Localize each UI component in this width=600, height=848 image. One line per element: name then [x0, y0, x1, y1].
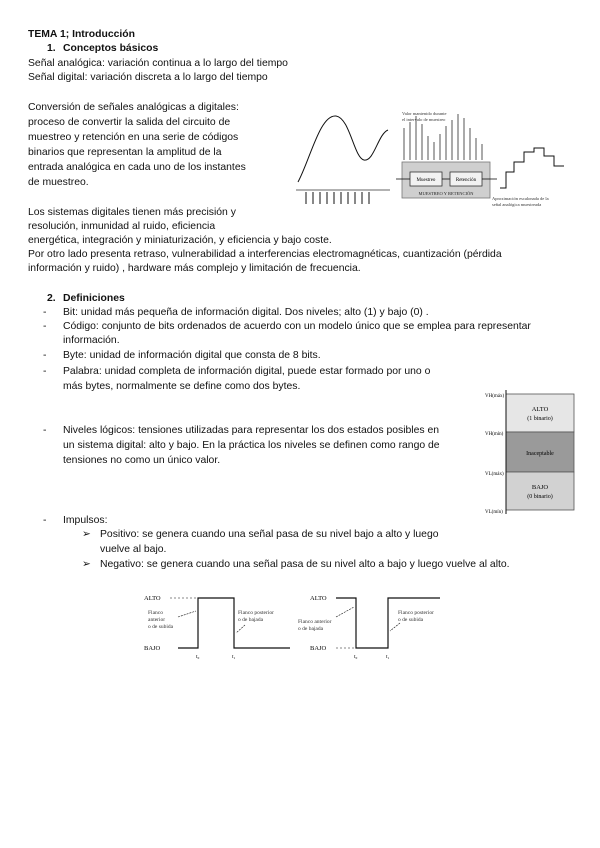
annotation-top-line: el intervalo de muestreo	[402, 117, 446, 122]
v-label: VH(máx)	[485, 394, 505, 399]
trailing-edge-label: o de subida	[398, 617, 424, 623]
conversion-line: muestreo y retención en una serie de códigos	[28, 132, 239, 143]
bajo-sub: (0 binario)	[527, 494, 553, 500]
def-codigo-line: información.	[63, 335, 120, 346]
bullet-dash: -	[43, 307, 47, 318]
conversion-line: entrada analógica en cada uno de los instantes	[28, 162, 246, 173]
v-label: VH(mín)	[485, 432, 504, 437]
trailing-edge-label: o de bajada	[238, 617, 264, 623]
def-positivo-line: vuelve al bajo.	[100, 544, 167, 555]
def-palabra-line: Palabra: unidad completa de información digital, puede estar formado por uno o	[63, 366, 431, 377]
arrow-bullet-icon: ➢	[82, 529, 91, 540]
leading-edge-label: o de bajada	[298, 626, 324, 632]
leading-edge-label: Flanco anterior	[298, 619, 332, 625]
logic-levels-figure	[484, 386, 576, 518]
def-byte: Byte: unidad de información digital que consta de 8 bits.	[63, 350, 321, 361]
analog-waveform	[296, 116, 390, 190]
t-label: t₁	[386, 654, 390, 660]
bullet-dash: -	[43, 350, 47, 361]
leading-edge-label: Flanco	[148, 610, 163, 616]
leading-edge-label: o de subida	[148, 624, 174, 630]
alto-label: ALTO	[531, 406, 549, 413]
bajo-region	[506, 472, 574, 510]
negative-pulse	[298, 595, 440, 660]
trailing-edge-label: Flanco posterior	[398, 610, 434, 616]
v-label: VL(máx)	[485, 472, 504, 477]
trailing-edge-label: Flanco posterior	[238, 610, 274, 616]
ventajas-line: resolución, inmunidad al ruido, eficiencia	[28, 221, 216, 232]
t-label: t₀	[354, 654, 358, 660]
def-codigo-line: Código: conjunto de bits ordenados de acuerdo con un modelo único que se emplea para representar	[63, 321, 531, 332]
muestreo-label: Muestreo	[416, 178, 436, 183]
bajo-label: BAJO	[531, 484, 549, 491]
bullet-dash: -	[43, 321, 47, 332]
bullet-dash: -	[43, 425, 47, 436]
v-label: VL(mín)	[485, 510, 503, 515]
conversion-line: Conversión de señales analógicas a digitales:	[28, 102, 239, 113]
section1-title: Conceptos básicos	[63, 43, 159, 54]
alto-sub: (1 binario)	[527, 416, 553, 422]
invalid-label: Inaceptable	[526, 451, 554, 457]
def-palabra-line: más bytes, normalmente se define como dos bytes.	[63, 381, 301, 392]
staircase-output	[500, 148, 564, 188]
def-negativo: Negativo: se genera cuando una señal pasa de su nivel alto a bajo y luego vuelve al alto.	[100, 559, 510, 570]
retencion-label: Retención	[455, 178, 477, 183]
desventajas-line: Por otro lado presenta retraso, vulnerabilidad a interferencias electromagnéticas, cuantización (pérdida	[28, 249, 502, 260]
annotation-top-line: Valor mantenido durante	[402, 111, 447, 116]
t-label: t₀	[196, 654, 200, 660]
bajo-label: BAJO	[144, 645, 161, 652]
pulse-figure	[140, 587, 460, 663]
annotation-bottom-line: señal analógica muestreada	[492, 202, 542, 207]
def-niveles-line: Niveles lógicos: tensiones utilizadas para representar los dos estados posibles en	[63, 425, 440, 436]
leading-edge-label: anterior	[148, 617, 166, 623]
annotation-bottom-line: Aproximación escalonada de la	[492, 196, 549, 201]
conversion-line: de muestreo.	[28, 177, 89, 188]
bajo-label: BAJO	[310, 645, 327, 652]
conversion-figure	[292, 100, 570, 212]
bullet-dash: -	[43, 515, 47, 526]
tema-title: TEMA 1; Introducción	[28, 29, 135, 40]
senal-digital-text: Señal digital: variación discreta a lo largo del tiempo	[28, 72, 268, 83]
section2-title: Definiciones	[63, 293, 125, 304]
caption-center: MUESTREO Y RETENCIÓN	[418, 191, 474, 196]
alto-label: ALTO	[310, 595, 327, 602]
def-niveles-line: un sistema digital: alto y bajo. En la práctica los niveles se definen como rango de	[63, 440, 440, 451]
ventajas-line: Los sistemas digitales tienen más precisión y	[28, 207, 236, 218]
def-positivo-line: Positivo: se genera cuando una señal pasa de su nivel bajo a alto y luego	[100, 529, 439, 540]
section2-number: 2.	[47, 293, 56, 304]
alto-label: ALTO	[144, 595, 161, 602]
def-niveles-line: tensiones no como un único valor.	[63, 455, 221, 466]
ventajas-line: energética, integración y miniaturización, y eficiencia y bajo coste.	[28, 235, 332, 246]
t-label: t₁	[232, 654, 236, 660]
desventajas-line: información y ruido) , hardware más complejo y limitación de frecuencia.	[28, 263, 361, 274]
section1-number: 1.	[47, 43, 56, 54]
senal-analogica-text: Señal analógica: variación continua a lo largo del tiempo	[28, 58, 288, 69]
bullet-dash: -	[43, 366, 47, 377]
alto-region	[506, 394, 574, 432]
positive-pulse	[144, 595, 290, 660]
conversion-line: binarios que representan la amplitud de la	[28, 147, 222, 158]
arrow-bullet-icon: ➢	[82, 559, 91, 570]
def-bit: Bit: unidad más pequeña de información digital. Dos niveles; alto (1) y bajo (0) .	[63, 307, 429, 318]
conversion-line: proceso de convertir la salida del circuito de	[28, 117, 231, 128]
def-impulsos: Impulsos:	[63, 515, 108, 526]
sampling-pulses	[306, 192, 369, 204]
